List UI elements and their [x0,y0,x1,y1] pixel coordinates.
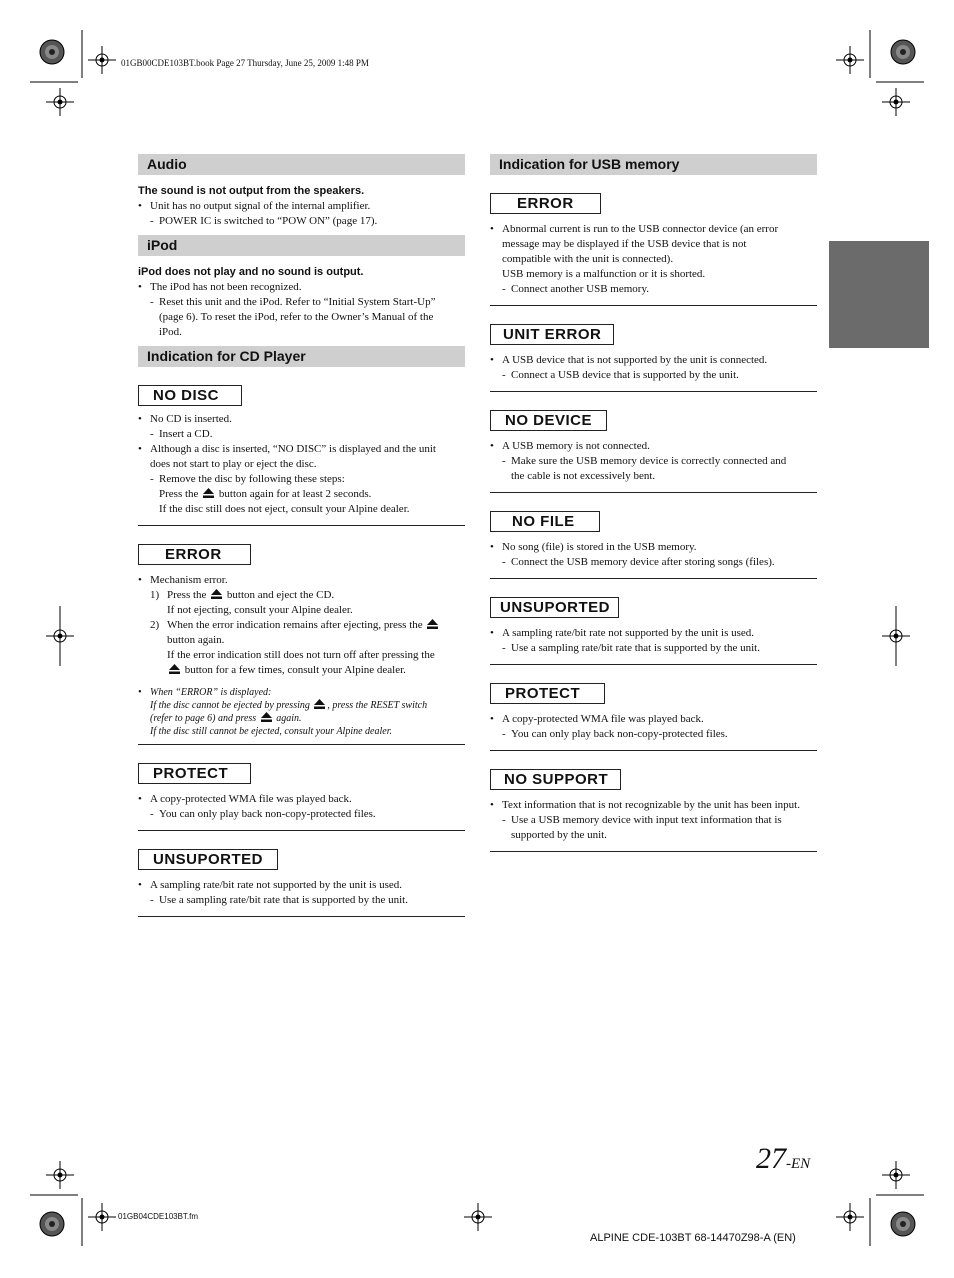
no-device-bullet: • A USB memory is not connected. [490,439,817,454]
right-column [490,154,817,852]
nodisc-step-2: If the disc still does not eject, consult your Alpine dealer. [159,503,410,515]
ipod-bullet: • The iPod has not been recognized. [138,280,465,295]
divider [490,578,817,579]
divider [490,664,817,665]
lcd-no-support: NO SUPPORT [490,769,621,790]
eject-icon [427,619,438,629]
protect-dash: - You can only play back non-copy-protected files. [138,807,465,822]
ipod-dash: - Reset this unit and the iPod. Refer to “Initial System Start-Up” [138,295,465,310]
lcd-error: ERROR [138,544,251,565]
divider [138,525,465,526]
error-step-2d: button for a few times, consult your Alpine dealer. [184,664,406,676]
lcd-protect: PROTECT [138,763,251,784]
lcd-usb-error: ERROR [490,193,601,214]
page-number-value: 27 [756,1142,786,1175]
divider [490,391,817,392]
error-step-2b: button again. [167,634,225,646]
page-number-suffix: -EN [786,1156,811,1172]
usb-unsuported-bullet: • A sampling rate/bit rate not supported by the unit is used. [490,626,817,641]
header-file-info: 01GB00CDE103BT.book Page 27 Thursday, June 25, 2009 1:48 PM [121,58,369,68]
no-device-dash-cont: the cable is not excessively bent. [511,470,656,482]
footer-file-info: 01GB04CDE103BT.fm [118,1212,199,1221]
usb-error-bullet-cont2: compatible with the unit is connected). [502,253,674,265]
lcd-usb-protect: PROTECT [490,683,605,704]
divider [138,830,465,831]
nodisc-step-1a: Press the [159,488,199,500]
audio-bullet: • Unit has no output signal of the internal amplifier. [138,199,465,214]
nodisc-step-1b: button again for at least 2 seconds. [218,488,372,500]
error-step-2a: When the error indication remains after ejecting, press the [167,619,423,631]
section-usb-title: Indication for USB memory [490,154,817,175]
ipod-subhead: iPod does not play and no sound is output. [138,266,364,278]
eject-icon [203,488,214,498]
error-step-2c: If the error indication still does not turn off after pressing the [167,649,435,661]
lcd-no-device: NO DEVICE [490,410,607,431]
divider [490,305,817,306]
divider [490,750,817,751]
lcd-unit-error: UNIT ERROR [490,324,614,345]
no-device-dash: - Make sure the USB memory device is correctly connected and [490,454,817,469]
usb-error-dash: - Connect another USB memory. [490,282,817,297]
lcd-unsuported: UNSUPORTED [138,849,278,870]
footer-model: ALPINE CDE-103BT 68-14470Z98-A (EN) [590,1232,796,1244]
divider [490,492,817,493]
error-note-3b: again. [276,713,302,724]
divider [490,851,817,852]
page-number [756,1142,810,1176]
eject-icon [169,664,180,674]
error-step-num-1: 1) [150,589,160,601]
unsuported-dash: - Use a sampling rate/bit rate that is supported by the unit. [138,893,465,908]
error-note-title: • When “ERROR” is displayed: [138,686,465,699]
unsuported-bullet: • A sampling rate/bit rate not supported by the unit is used. [138,878,465,893]
no-file-bullet: • No song (file) is stored in the USB memory. [490,540,817,555]
error-step-num-2: 2) [150,619,160,631]
left-column [138,154,465,917]
audio-dash: - POWER IC is switched to “POW ON” (page 17). [138,214,465,229]
ipod-dash-cont: (page 6). To reset the iPod, refer to the Owner’s Manual of the [159,311,434,323]
nodisc-step-1 [138,487,465,502]
usb-error-bullet: • Abnormal current is run to the USB connector device (an error [490,222,817,237]
error-note [138,686,465,738]
error-note-4: If the disc still cannot be ejected, consult your Alpine dealer. [150,726,392,737]
eject-icon [314,699,325,709]
nodisc-dash-2: - Remove the disc by following these steps: [138,472,465,487]
nodisc-bullet-2: • Although a disc is inserted, “NO DISC” is displayed and the unit [138,442,465,457]
usb-unsuported-dash: - Use a sampling rate/bit rate that is supported by the unit. [490,641,817,656]
no-support-bullet: • Text information that is not recognizable by the unit has been input. [490,798,817,813]
section-cd-title: Indication for CD Player [138,346,465,367]
lcd-usb-unsuported: UNSUPORTED [490,597,619,618]
lcd-no-disc: NO DISC [138,385,242,406]
divider [138,744,465,745]
lcd-no-file: NO FILE [490,511,600,532]
section-audio-title: Audio [138,154,465,175]
error-note-2a: If the disc cannot be ejected by pressing [150,700,310,711]
error-step-1a: Press the [167,589,207,601]
error-bullet: • Mechanism error. [138,573,465,588]
unit-error-bullet: • A USB device that is not supported by the unit is connected. [490,353,817,368]
no-file-dash: - Connect the USB memory device after storing songs (files). [490,555,817,570]
error-note-2b: , press the RESET switch [327,700,428,711]
divider [138,916,465,917]
usb-error-bullet-cont: message may be displayed if the USB device that is not [502,238,747,250]
eject-icon [211,589,222,599]
unit-error-dash: - Connect a USB device that is supported by the unit. [490,368,817,383]
no-support-dash-cont: supported by the unit. [511,829,607,841]
chapter-side-tab [829,241,929,348]
protect-bullet: • A copy-protected WMA file was played back. [138,792,465,807]
nodisc-bullet-2-cont: does not start to play or eject the disc. [150,458,317,470]
error-step-1b: button and eject the CD. [226,589,335,601]
error-step-1c: If not ejecting, consult your Alpine dealer. [167,604,353,616]
usb-protect-bullet: • A copy-protected WMA file was played back. [490,712,817,727]
nodisc-bullet-1: • No CD is inserted. [138,412,465,427]
eject-icon [261,712,272,722]
nodisc-dash-1: - Insert a CD. [138,427,465,442]
usb-error-bullet-cont3: USB memory is a malfunction or it is shorted. [502,268,706,280]
no-support-dash: - Use a USB memory device with input text information that is [490,813,817,828]
ipod-dash-cont2: iPod. [159,326,182,338]
error-note-3a: (refer to page 6) and press [150,713,257,724]
audio-subhead: The sound is not output from the speakers. [138,185,365,197]
usb-protect-dash: - You can only play back non-copy-protected files. [490,727,817,742]
section-ipod-title: iPod [138,235,465,256]
